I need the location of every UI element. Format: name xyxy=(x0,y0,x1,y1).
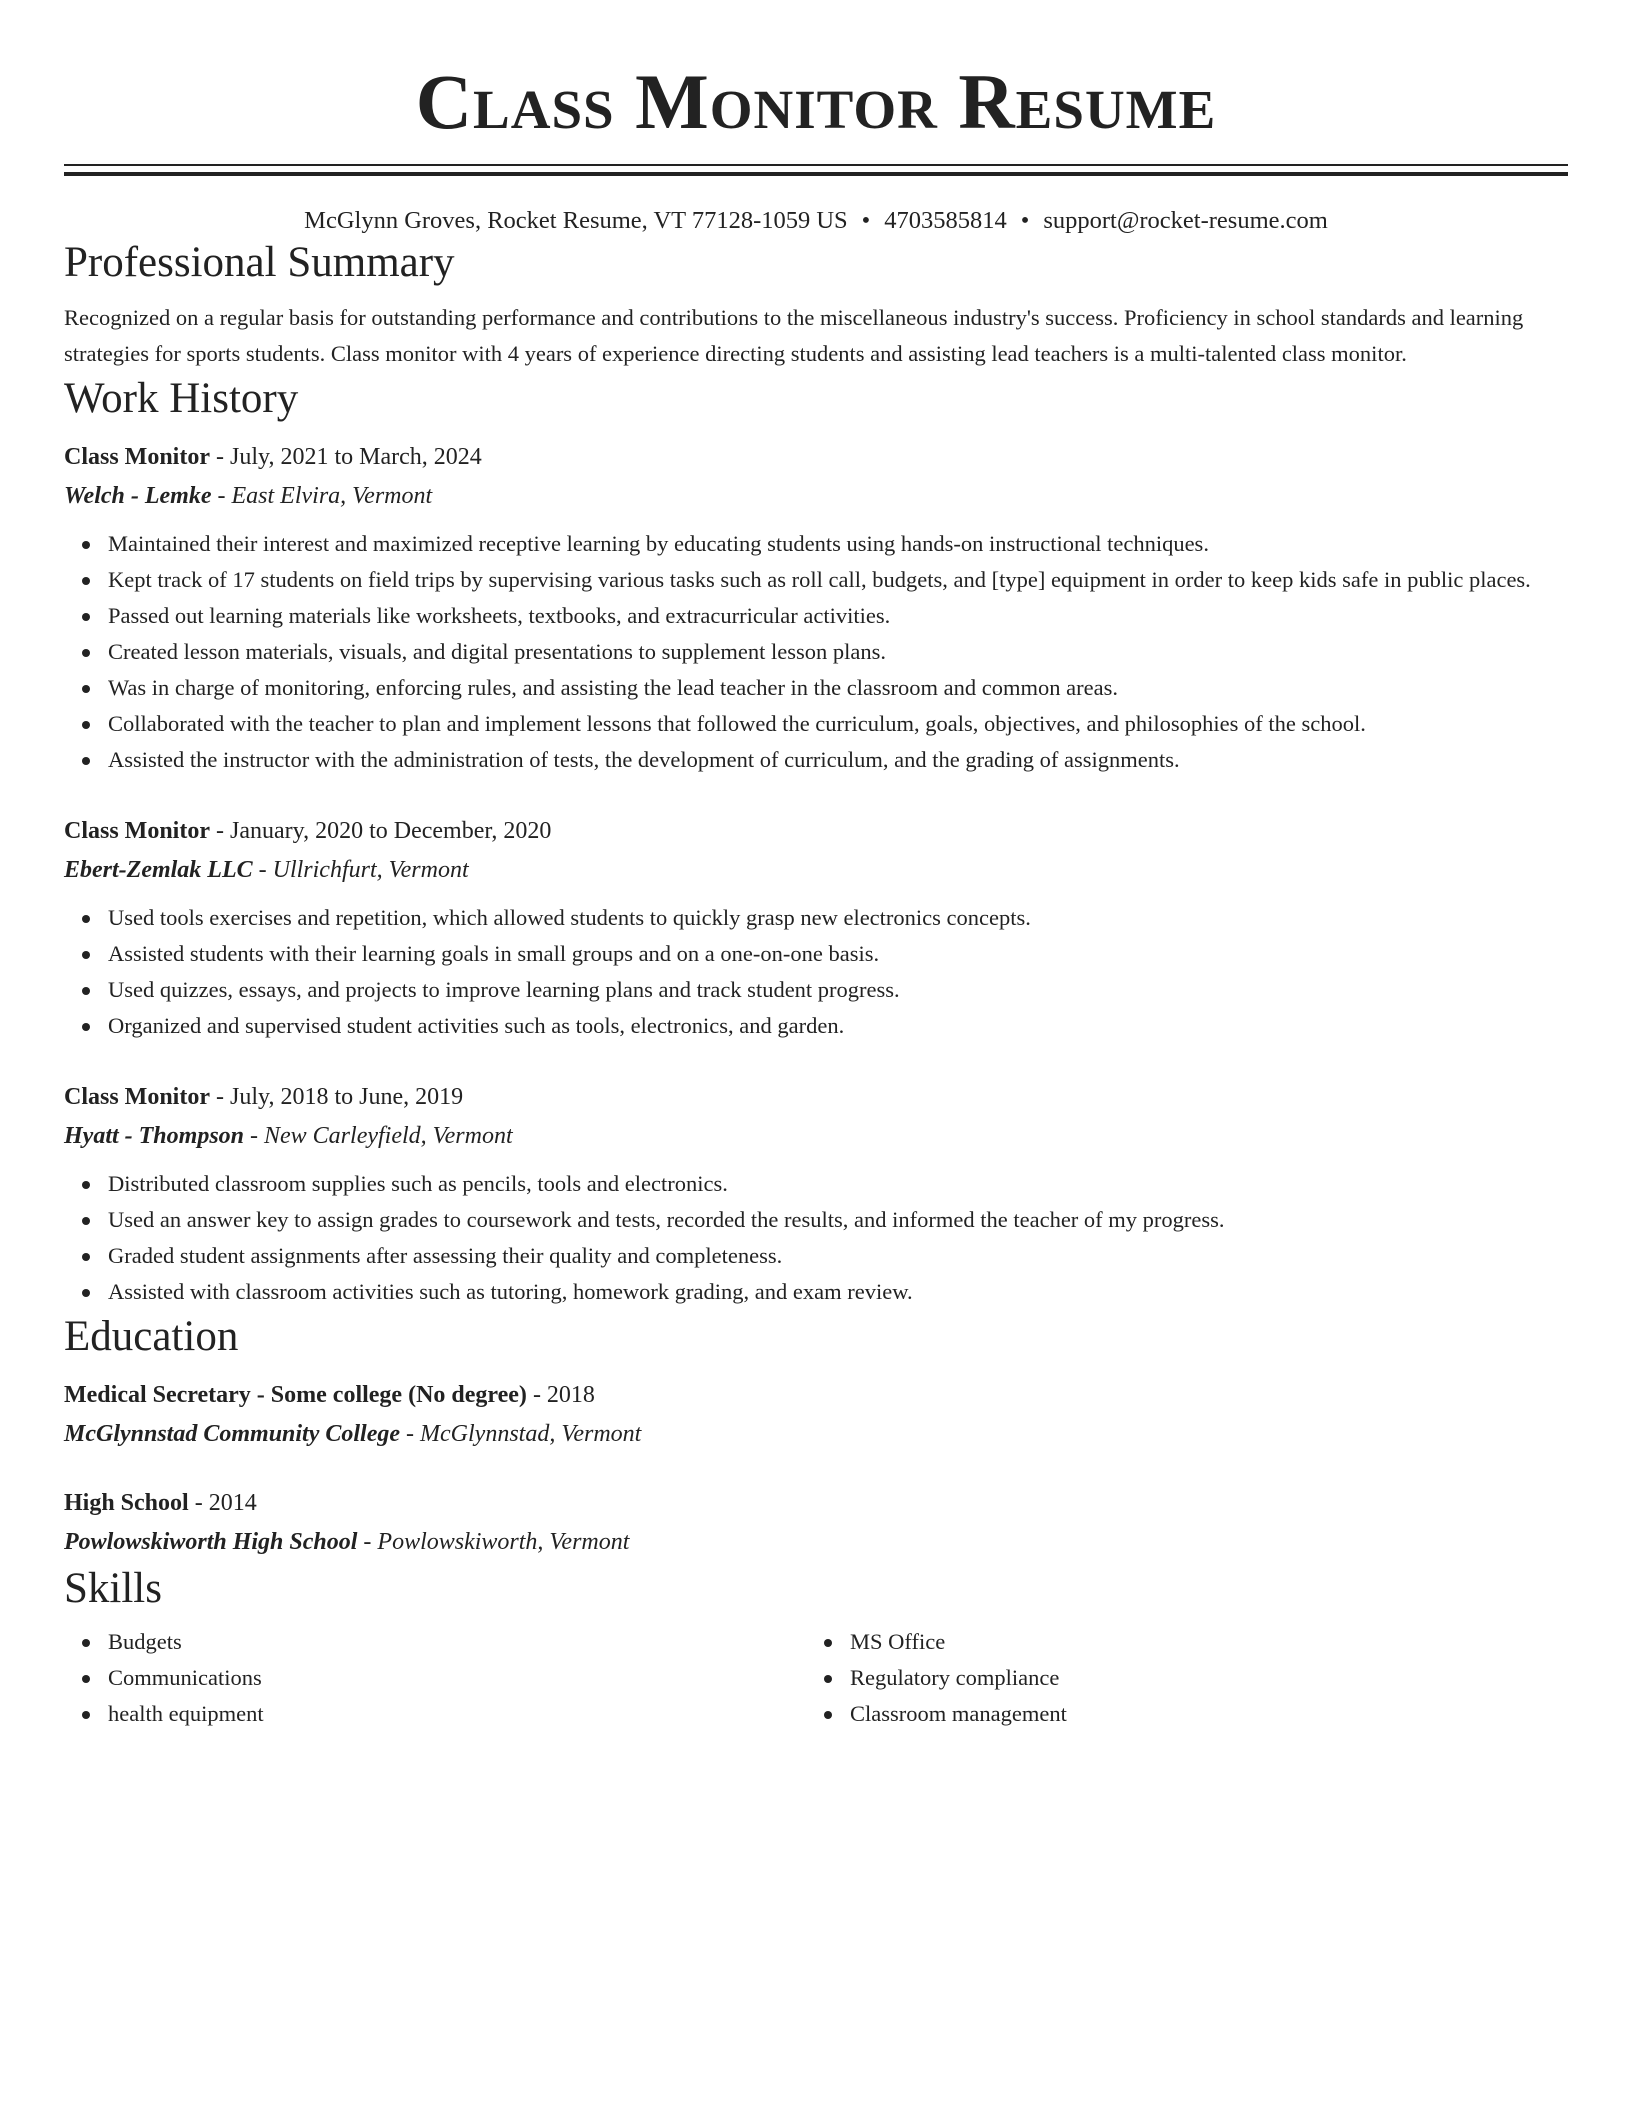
list-item: Organized and supervised student activities such as tools, electronics, and garden. xyxy=(108,1008,1568,1044)
job-title-line xyxy=(64,438,1568,476)
job-title-line xyxy=(64,1078,1568,1116)
list-item: Passed out learning materials like worksheets, textbooks, and extracurricular activities. xyxy=(108,598,1568,634)
summary-heading: Professional Summary xyxy=(64,239,455,286)
degree-line xyxy=(64,1376,1568,1414)
job-title: Class Monitor xyxy=(64,818,210,844)
summary-text: Recognized on a regular basis for outstanding performance and contributions to the miscellaneous industry's success. Proficiency in school standards and learning strategies for sports students. Class monitor with 4 years of experience directing students and assisting lead teachers is a multi-talented class monitor. xyxy=(64,305,1524,366)
company-line xyxy=(64,1116,1568,1156)
degree-line xyxy=(64,1484,1568,1522)
school-location: - McGlynnstad, Vermont xyxy=(400,1421,642,1447)
job-entry xyxy=(64,1078,1568,1310)
job-title: Class Monitor xyxy=(64,444,210,470)
list-item: Used tools exercises and repetition, which allowed students to quickly grasp new electronics concepts. xyxy=(108,900,1568,936)
list-item: Used quizzes, essays, and projects to improve learning plans and track student progress. xyxy=(108,972,1568,1008)
list-item: Classroom management xyxy=(850,1696,1548,1732)
list-item: MS Office xyxy=(850,1624,1548,1660)
job-title: Class Monitor xyxy=(64,1084,210,1110)
skills-list xyxy=(806,1624,1548,1732)
company-name: Hyatt - Thompson xyxy=(64,1123,245,1149)
list-item: Budgets xyxy=(108,1624,806,1660)
divider-thin-line xyxy=(64,164,1568,166)
company-location: - Ullrichfurt, Vermont xyxy=(252,857,469,883)
job-duties-list xyxy=(64,1166,1568,1310)
job-entry xyxy=(64,812,1568,1044)
company-location: - New Carleyfield, Vermont xyxy=(244,1123,513,1149)
education-entry xyxy=(64,1484,1568,1562)
contact-phone: 4703585814 xyxy=(884,207,1007,234)
degree-year: - 2018 xyxy=(526,1382,595,1408)
job-entry xyxy=(64,438,1568,778)
company-location: - East Elvira, Vermont xyxy=(211,483,433,509)
job-dates: - January, 2020 to December, 2020 xyxy=(210,818,552,844)
degree-name: Medical Secretary - Some college (No degree) xyxy=(64,1382,527,1408)
job-dates: - July, 2018 to June, 2019 xyxy=(210,1084,464,1110)
list-item: health equipment xyxy=(108,1696,806,1732)
list-item: Kept track of 17 students on field trips by supervising various tasks such as roll call, budgets, and [type] equipment in order to keep kids safe in public places. xyxy=(108,562,1568,598)
degree-year: - 2014 xyxy=(188,1490,257,1516)
list-item: Created lesson materials, visuals, and digital presentations to supplement lesson plans. xyxy=(108,634,1568,670)
company-line xyxy=(64,850,1568,890)
list-item: Graded student assignments after assessing their quality and completeness. xyxy=(108,1238,1568,1274)
title-divider xyxy=(64,164,1568,176)
contact-address: McGlynn Groves, Rocket Resume, VT 77128-1059 US xyxy=(304,207,848,234)
job-duties-list xyxy=(64,526,1568,778)
school-name: McGlynnstad Community College xyxy=(64,1421,401,1447)
job-title-line xyxy=(64,812,1568,850)
list-item: Assisted the instructor with the administration of tests, the development of curriculum, and the grading of assignments. xyxy=(108,742,1568,778)
school-location: - Powlowskiworth, Vermont xyxy=(357,1529,630,1555)
company-line xyxy=(64,476,1568,516)
skills-heading: Skills xyxy=(64,1565,162,1612)
list-item: Regulatory compliance xyxy=(850,1660,1548,1696)
education-heading: Education xyxy=(64,1313,239,1360)
list-item: Collaborated with the teacher to plan and implement lessons that followed the curriculum, goals, objectives, and philosophies of the school. xyxy=(108,706,1568,742)
contact-line xyxy=(64,206,1568,236)
list-item: Communications xyxy=(108,1660,806,1696)
skills-column-left xyxy=(64,1624,806,1732)
school-name: Powlowskiworth High School xyxy=(64,1529,358,1555)
contact-email: support@rocket-resume.com xyxy=(1043,207,1328,234)
school-line xyxy=(64,1414,1568,1454)
school-line xyxy=(64,1522,1568,1562)
list-item: Distributed classroom supplies such as pencils, tools and electronics. xyxy=(108,1166,1568,1202)
job-duties-list xyxy=(64,900,1568,1044)
work-history-heading: Work History xyxy=(64,375,299,422)
contact-separator: • xyxy=(861,207,871,234)
company-name: Welch - Lemke xyxy=(64,483,212,509)
list-item: Assisted with classroom activities such as tutoring, homework grading, and exam review. xyxy=(108,1274,1568,1310)
job-dates: - July, 2021 to March, 2024 xyxy=(210,444,482,470)
list-item: Was in charge of monitoring, enforcing rules, and assisting the lead teacher in the classroom and common areas. xyxy=(108,670,1568,706)
degree-name: High School xyxy=(64,1490,189,1516)
skills-grid xyxy=(64,1624,1568,1732)
divider-thick-line xyxy=(64,172,1568,176)
education-entry xyxy=(64,1376,1568,1454)
skills-list xyxy=(64,1624,806,1732)
resume-title: Class Monitor Resume xyxy=(415,58,1217,145)
list-item: Maintained their interest and maximized receptive learning by educating students using hands-on instructional techniques. xyxy=(108,526,1568,562)
contact-separator: • xyxy=(1020,207,1030,234)
company-name: Ebert-Zemlak LLC xyxy=(64,857,253,883)
list-item: Assisted students with their learning goals in small groups and on a one-on-one basis. xyxy=(108,936,1568,972)
skills-column-right xyxy=(806,1624,1548,1732)
list-item: Used an answer key to assign grades to coursework and tests, recorded the results, and informed the teacher of my progress. xyxy=(108,1202,1568,1238)
